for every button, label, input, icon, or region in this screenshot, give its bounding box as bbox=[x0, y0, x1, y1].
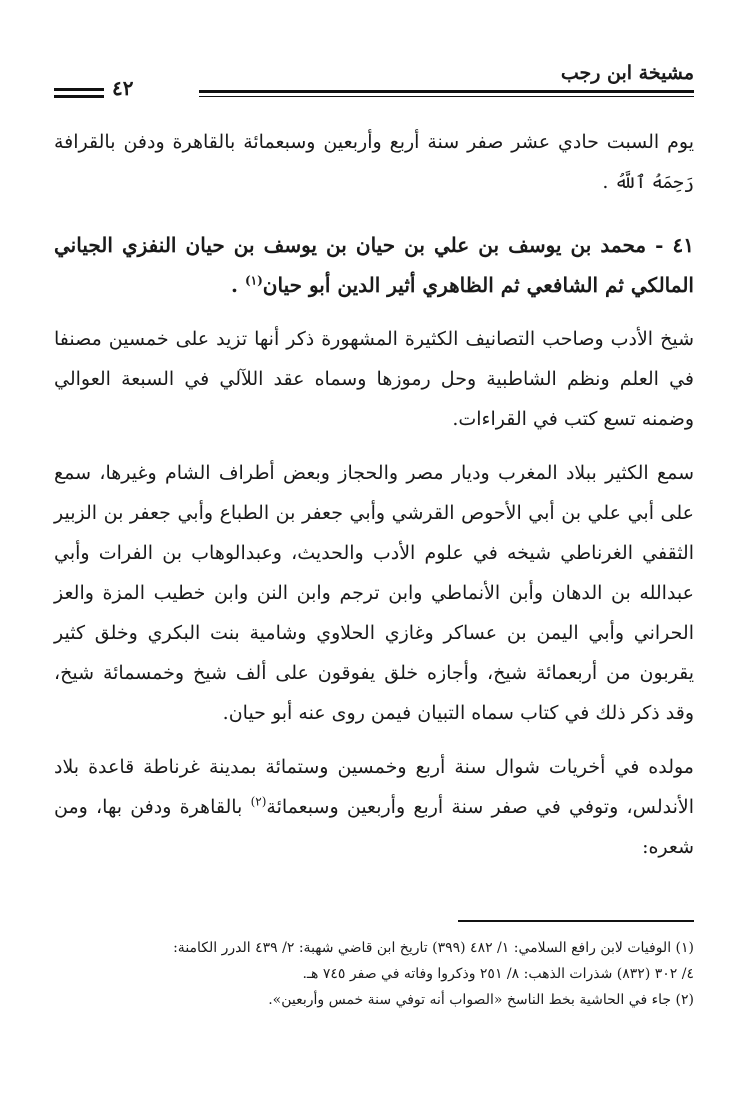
paragraph-4-text: مولده في أخريات شوال سنة أربع وخمسين وستمائة بمدينة غرناطة قاعدة بلاد الأندلس، وتوفي في صفر سنة أربع وأربعين وسبعمائة bbox=[54, 756, 694, 818]
footnote-1-line-2: ٤/ ٣٠٢ (٨٣٢) شذرات الذهب: ٨/ ٢٥١ وذكروا وفاته في صفر ٧٤٥ هـ. bbox=[302, 966, 694, 982]
paragraph-4-end: بالقاهرة ودفن بها، ومن شعره: bbox=[54, 796, 694, 858]
running-title: مشيخة ابن رجب bbox=[560, 62, 694, 84]
footnotes bbox=[54, 935, 694, 1013]
header-rule-thin bbox=[199, 96, 694, 97]
footnote-1-line-1: (١) الوفيات لابن رافع السلامي: ١/ ٤٨٢ (٣٩٩) تاريخ ابن قاضي شهبة: ٢/ ٤٣٩ الدرر الكامنة: bbox=[173, 940, 694, 956]
footnote-ref-2[interactable]: (٢) bbox=[250, 794, 267, 809]
page-number: ٤٢ bbox=[112, 76, 134, 100]
header-rule-left-bottom bbox=[54, 95, 104, 98]
paragraph-2: شيخ الأدب وصاحب التصانيف الكثيرة المشهورة ذكر أنها تزيد على خمسين مصنفا في العلم ونظم الشاطبية وحل رموزها وسماه عقد اللآلي في السبعة العوالي وضمنه تسع كتب في القراءات. bbox=[54, 328, 694, 430]
footnote-2: (٢) جاء في الحاشية بخط الناسخ «الصواب أنه توفي سنة خمس وأربعين». bbox=[268, 992, 694, 1008]
honorific-glyph: رَحِمَهُ ٱللَّهُ bbox=[614, 172, 694, 193]
entry-heading-end: . bbox=[231, 273, 238, 297]
paragraph-1-end: . bbox=[602, 171, 609, 193]
paragraph-4 bbox=[54, 747, 694, 867]
paragraph-1 bbox=[54, 122, 694, 203]
page-header bbox=[54, 60, 694, 106]
entry-heading bbox=[54, 225, 694, 305]
paragraph-3: سمع الكثير ببلاد المغرب وديار مصر والحجاز وبعض أطراف الشام وغيرها، سمع على أبي علي بن أبي الأحوص القرشي وأبي جعفر بن الطباع وأبي جعفر بن الزبير الثقفي الغرناطي شيخه في علوم الأدب والحديث، وعبدالوهاب بن الفرات وأبي عبدالله بن الدهان وأبن الأنماطي وابن ترجم وابن النن وابن خطيب المزة والعز الحراني وأبي اليمن بن عساكر وغازي الحلاوي وشامية بنت البكري وخلق كثير يقربون من أربعمائة شيخ، وأجازه خلق يفوقون على ألف شيخ وخمسمائة شيخ، وقد ذكر ذلك في كتاب سماه التبيان فيمن روى عنه أبو حيان. bbox=[54, 462, 694, 724]
header-rule-left-top bbox=[54, 88, 104, 91]
footnote-ref-1[interactable]: (١) bbox=[244, 273, 263, 288]
header-rule-thick bbox=[199, 90, 694, 93]
paragraph-1-text: يوم السبت حادي عشر صفر سنة أربع وأربعين وسبعمائة بالقاهرة ودفن بالقرافة bbox=[54, 131, 694, 153]
main-text bbox=[54, 122, 694, 867]
footnote-separator bbox=[458, 920, 694, 922]
entry-heading-text: ٤١ - محمد بن يوسف بن علي بن حيان بن يوسف بن حيان النفزي الجياني المالكي ثم الشافعي ثم الظاهري أثير الدين أبو حيان bbox=[54, 233, 694, 297]
